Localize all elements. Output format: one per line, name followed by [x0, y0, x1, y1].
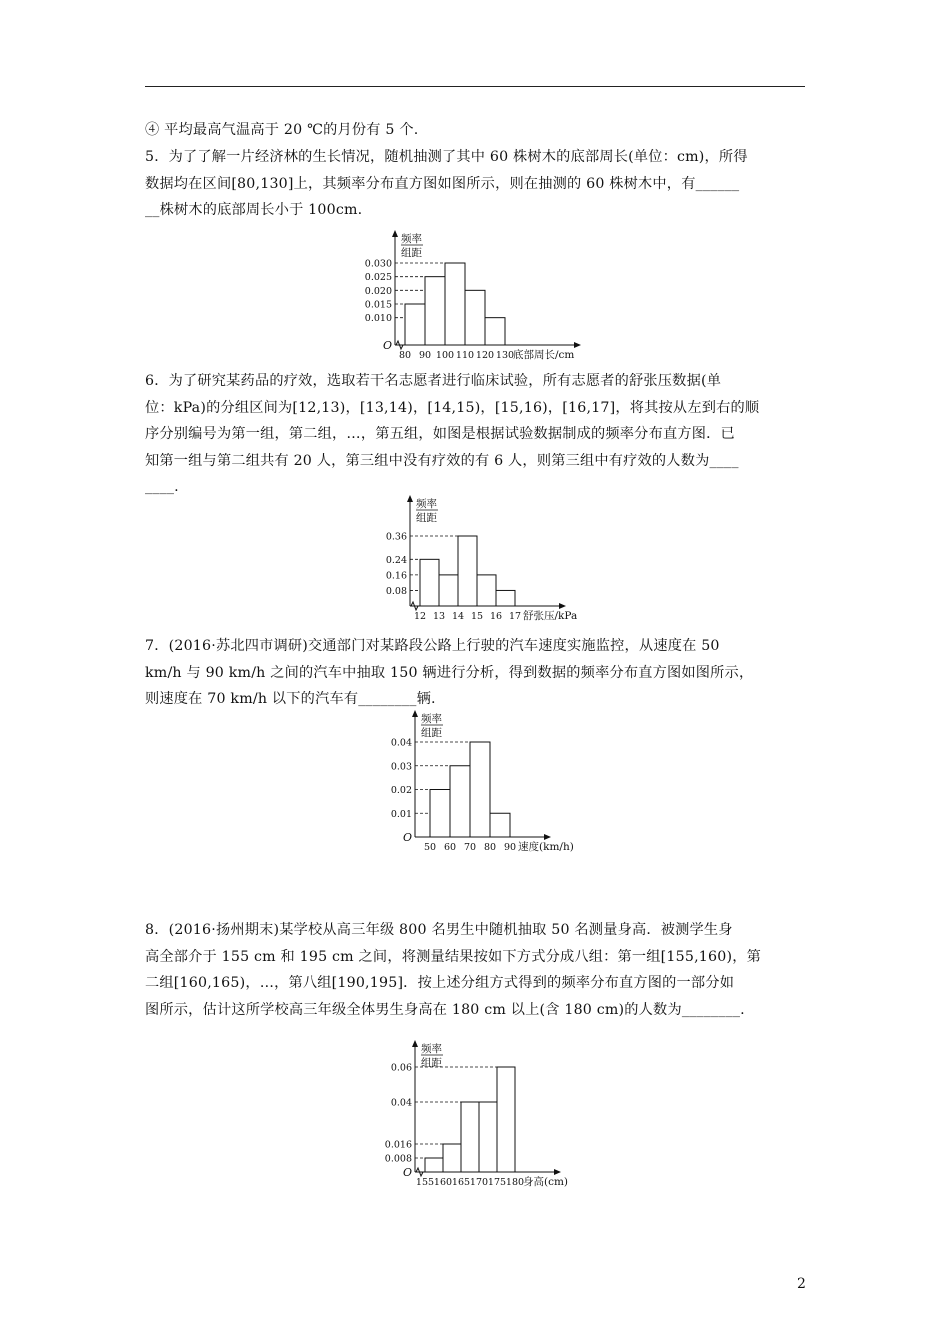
y-tick-label: 0.01 — [390, 808, 412, 820]
problem-6-line: ____. — [145, 479, 179, 495]
x-tick-label: 17 — [508, 611, 522, 622]
y-axis-arrow — [392, 230, 398, 237]
page-number: 2 — [797, 1276, 806, 1292]
histogram-bar — [479, 1102, 497, 1172]
problem-5-line: 5．为了了解一片经济林的生长情况，随机抽测了其中 60 株树木的底部周长(单位：cm)，所得 — [145, 149, 748, 165]
problem-8-line: 图所示，估计这所学校高三年级全体男生身高在 180 cm 以上(含 180 cm)的人数为________. — [145, 1001, 745, 1018]
y-axis-label-bottom: 组距 — [421, 727, 442, 739]
x-axis-label: 身高(cm) — [523, 1176, 569, 1188]
x-tick-label: 80 — [398, 350, 412, 361]
y-tick-label: 0.02 — [390, 785, 412, 796]
y-tick-label: 0.36 — [385, 531, 407, 543]
histogram-bar — [461, 1102, 479, 1172]
y-axis-arrow — [412, 710, 418, 717]
histogram-bar — [490, 813, 510, 837]
x-tick-label: 80 — [483, 842, 497, 853]
x-axis-label: 舒张压/kPa — [523, 610, 578, 622]
histogram-bar — [496, 590, 515, 606]
histogram-bar — [485, 318, 505, 345]
problem-8 — [145, 917, 809, 1023]
chart-vehicle-speed — [370, 707, 590, 862]
x-tick-label: 165 — [451, 1177, 471, 1188]
y-axis-label-bottom: 组距 — [416, 512, 437, 524]
problem-6-line: 位：kPa)的分组区间为[12,13)，[13,14)，[14,15)，[15,16)，[16,17]，将其按从左到右的顺 — [145, 399, 760, 416]
x-axis-label: 底部周长/cm — [513, 349, 575, 361]
x-tick-label: 16 — [489, 611, 503, 622]
x-tick-label: 160 — [433, 1177, 453, 1188]
origin-label: O — [403, 831, 413, 844]
x-tick-label: 90 — [503, 842, 517, 853]
y-tick-label: 0.010 — [364, 313, 392, 325]
y-tick-label: 0.16 — [385, 570, 407, 582]
problem-6 — [145, 368, 809, 501]
x-tick-label: 60 — [443, 842, 457, 853]
x-tick-label: 110 — [455, 350, 475, 361]
y-axis-arrow — [407, 495, 413, 502]
chart-tree-circumference — [350, 222, 610, 362]
chart-blood-pressure — [360, 493, 600, 628]
problem-8-line: 8．(2016·扬州期末)某学校从高三年级 800 名男生中随机抽取 50 名测量身高．被测学生身 — [145, 922, 733, 938]
histogram-bar — [405, 304, 425, 345]
problem-6-line: 知第一组与第二组共有 20 人，第三组中没有疗效的有 6 人，则第三组中有疗效的人数为____ — [145, 452, 739, 469]
y-axis-arrow — [412, 1040, 418, 1047]
problem-4-tail: ④ 平均最高气温高于 20 ℃的月份有 5 个. — [145, 122, 419, 138]
y-tick-label: 0.04 — [390, 737, 412, 749]
y-axis-label-top: 频率 — [416, 498, 437, 510]
histogram-bar — [497, 1067, 515, 1172]
x-tick-label: 13 — [432, 611, 446, 622]
y-axis-label-top: 频率 — [421, 713, 442, 725]
histogram-bar — [425, 277, 445, 345]
y-tick-label: 0.020 — [364, 285, 392, 297]
problem-6-line: 6．为了研究某药品的疗效，选取若干名志愿者进行临床试验，所有志愿者的舒张压数据(单 — [145, 373, 722, 389]
y-tick-label: 0.025 — [364, 272, 392, 284]
x-tick-label: 130 — [495, 350, 515, 361]
y-axis-label-bottom: 组距 — [421, 1057, 442, 1069]
x-axis-arrow — [544, 834, 551, 840]
x-axis-arrow — [559, 603, 566, 609]
x-tick-label: 180 — [505, 1177, 525, 1188]
x-tick-label: 90 — [418, 350, 432, 361]
y-axis-label-top: 频率 — [421, 1043, 442, 1055]
problem-5 — [145, 144, 809, 224]
x-axis-arrow — [554, 1169, 561, 1175]
origin-label: O — [403, 1166, 413, 1179]
problem-8-line: 二组[160,165)，…，第八组[190,195]．按上述分组方式得到的频率分布直方图的一部分如 — [145, 975, 735, 991]
problem-8-line: 高全部介于 155 cm 和 195 cm 之间，将测量结果按如下方式分成八组：第一组[155,160)，第 — [145, 948, 761, 965]
problem-5-line: __株树木的底部周长小于 100cm. — [145, 202, 363, 218]
histogram-bar — [465, 290, 485, 345]
y-tick-label: 0.015 — [364, 299, 392, 311]
problem-7-line: 则速度在 70 km/h 以下的汽车有________辆. — [145, 691, 436, 707]
histogram-bar — [425, 1158, 443, 1172]
y-tick-label: 0.008 — [384, 1153, 412, 1165]
x-tick-label: 100 — [435, 350, 455, 361]
problem-7-line: 7．(2016·苏北四市调研)交通部门对某路段公路上行驶的汽车速度实施监控，从速度在 50 — [145, 638, 720, 654]
y-tick-label: 0.08 — [385, 585, 407, 597]
x-axis-label: 速度(km/h) — [518, 841, 574, 853]
x-tick-label: 50 — [423, 842, 437, 853]
x-tick-label: 170 — [469, 1177, 489, 1188]
histogram-bar — [443, 1144, 461, 1172]
histogram-bar — [439, 575, 458, 606]
histogram-bar — [458, 536, 477, 606]
x-tick-label: 12 — [413, 611, 427, 622]
y-axis-label-top: 频率 — [401, 233, 422, 245]
x-tick-label: 155 — [415, 1177, 435, 1188]
x-tick-label: 14 — [451, 611, 465, 622]
y-axis-label-bottom: 组距 — [401, 247, 422, 259]
x-tick-label: 15 — [470, 611, 484, 622]
y-tick-label: 0.04 — [390, 1097, 412, 1109]
x-tick-label: 120 — [475, 350, 495, 361]
y-tick-label: 0.016 — [384, 1139, 412, 1151]
y-tick-label: 0.030 — [364, 258, 392, 270]
x-tick-label: 70 — [463, 842, 477, 853]
histogram-bar — [420, 559, 439, 606]
histogram-bar — [430, 790, 450, 838]
problem-5-line: 数据均在区间[80,130]上，其频率分布直方图如图所示，则在抽测的 60 株树木中，有______ — [145, 175, 740, 192]
header-rule — [145, 86, 805, 87]
histogram-bar — [450, 766, 470, 837]
x-axis-arrow — [574, 342, 581, 348]
y-tick-label: 0.06 — [390, 1062, 412, 1074]
y-tick-label: 0.03 — [390, 761, 412, 773]
y-tick-label: 0.24 — [385, 554, 407, 566]
x-tick-label: 175 — [487, 1177, 507, 1188]
origin-label: O — [383, 339, 393, 352]
histogram-bar — [477, 575, 496, 606]
histogram-bar — [445, 263, 465, 345]
problem-6-line: 序分别编号为第一组，第二组，…，第五组，如图是根据试验数据制成的频率分布直方图．已 — [145, 426, 735, 442]
problem-7 — [145, 633, 809, 713]
histogram-bar — [470, 742, 490, 837]
chart-student-height — [375, 1037, 590, 1197]
problem-7-line: km/h 与 90 km/h 之间的汽车中抽取 150 辆进行分析，得到数据的频率分布直方图如图所示， — [145, 664, 754, 681]
